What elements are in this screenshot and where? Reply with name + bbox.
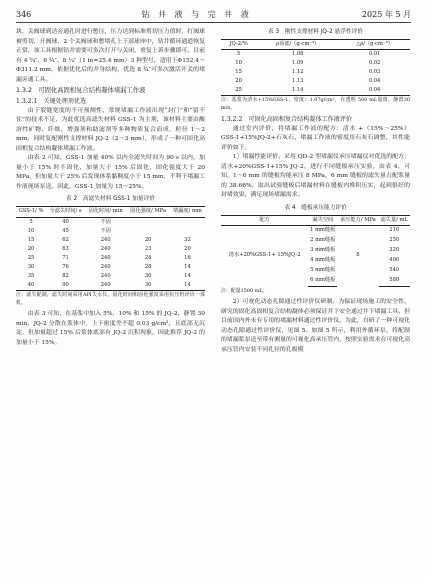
table-cell: 0.03 (368, 69, 381, 75)
header-rule (16, 22, 411, 23)
table-cell: 240 (100, 264, 111, 270)
table-row (221, 77, 410, 86)
table-cell: 240 (85, 281, 126, 291)
table-cell: 10 (27, 228, 35, 234)
table-cell: 580 (379, 276, 411, 287)
table-row (16, 218, 205, 228)
table-cell: 240 (100, 255, 111, 261)
table-cell: 1.09 (291, 60, 304, 66)
column-header: 固化强度/ MPa (126, 207, 170, 218)
table-cell: 30 (144, 273, 152, 279)
paragraph: 由表 2 可知，GSS-1 加量 40% 以内全滤失时间为 90 s 以内，加量小于 15% 时不固化，加量大于 15% 后固化，固化强度大于 20 MPa，但加量大于 25% 后发现体系黏稠度小于 15 mm，不利于堵漏工作液现场泵送。因此，GSS-1 加量为 15～25%。 (16, 155, 205, 190)
table-cell: 20 (144, 237, 152, 243)
table-row (16, 245, 205, 254)
subsection-heading: 1.3.2.2 可固化高固相复合结构凝体工作液评价 (221, 116, 353, 124)
table-row (221, 68, 410, 77)
table-cell: 90 (46, 281, 85, 291)
page-number: 346 (16, 9, 32, 19)
table-cell: 16 (184, 255, 191, 261)
table-cell: 82 (62, 273, 69, 279)
table-cell (170, 218, 205, 228)
crack-plate-table (221, 215, 410, 287)
table-caption: 表 2 高滤失材料 GSS-1 加量评价 (66, 196, 155, 202)
column-header: 配方 (221, 215, 308, 225)
table-cell (126, 218, 170, 228)
table-cell: 32 (184, 237, 191, 243)
table-header-row (221, 40, 410, 50)
table-cell: 5 mm缝板 (310, 267, 336, 274)
table-cell: 不固 (100, 219, 111, 225)
paragraph: 由表 3 可知，在基浆中加入 5%、10% 和 15% 的 JQ-2，静置 30 min，JQ-2 分散在浆体中，上下密度差不超 0.03 g/cm³，且底部无沉淀，但加量超过 15% 后浆体底部有 JQ-2 沉积现象，因此推荐 JQ-2 的加量小于 15%。 (16, 311, 205, 346)
column-header: △ρ/（g·cm⁻³） (339, 40, 410, 50)
table-row (221, 59, 410, 68)
table-cell: 0.01 (368, 51, 381, 57)
issue-date: 2025 年 5 月 (361, 9, 411, 19)
jq2-table (221, 39, 410, 96)
table-cell: 35 (27, 273, 35, 279)
table-note: 注：滤失配制，滤失时间采用API失水仪，固化时间和固化强度采用抗压机评价一体机。 (16, 292, 205, 306)
column-header: 承压能力/ MPa (337, 215, 378, 225)
column-header: GSS-1/ % (16, 207, 46, 218)
table-cell: 2 mm缝板 (310, 237, 336, 244)
table-cell: 15 (235, 69, 242, 75)
table-cell: 3 mm缝板 (310, 247, 336, 254)
table-cell: 20 (27, 246, 35, 252)
table-row (16, 272, 205, 281)
table-row (16, 227, 205, 236)
running-header (16, 8, 411, 20)
table-cell: 10 (235, 60, 242, 66)
table-row (221, 50, 410, 60)
table-cell: 25 (27, 255, 35, 261)
paragraph: 由于裂缝宽度的不可预测性，常规堵漏工作液出现“封门”和“留不住”的技术不足，为此优选高滤失材料 GSS-1 为主剂，该材料主要由酸溶性矿物、纤维、增强剂和助滤剂等多种物质复合而成，粒径 1～2 mm，同时复配刚性支撑材料 JQ-2（2～3 mm），形成了一种可固化高固相复合结构凝体堵漏工作液。 (16, 107, 205, 152)
table-cell: 5 (236, 51, 241, 57)
table-caption: 表 3 刚性支撑材料 JQ-2 悬浮性评价 (268, 29, 363, 35)
paragraph: 块，关阀球到达旁通孔时进行憋压，压力达到标准剪切压力值时，打阀球被剪切，开阀球、2 个关阀球和憋堵孔上下部球座中，钻井循环通道恢复正常，该工具根据钻井需要可多次打开与关闭，重复上诉步骤即可。目前有 4 ³⁄₄″、6 ³⁄₄″、8 ¹⁄₄″（1 in=25.4 mm）3 种型号，适用于Φ152.4～Φ311.2 mm，依据优化后的井身结构，优选 8 ¹⁄₄″可多次激活开关的堵漏旁通工具。 (16, 29, 205, 83)
table-header-row (16, 207, 205, 218)
table-cell: 0.04 (368, 78, 381, 84)
table-cell: 20 (235, 78, 242, 84)
table-cell (170, 227, 205, 236)
journal-title: 钻 井 液 与 完 井 液 (141, 9, 252, 19)
table-cell: 400 (389, 257, 400, 264)
table-row (16, 281, 205, 291)
formula-cell: 清水+20%GSS-1+ 15%JQ-2 (228, 252, 301, 259)
table-cell: 14 (184, 273, 191, 279)
table-cell: 76 (62, 264, 69, 270)
table-cell: 540 (389, 267, 400, 274)
table-row (16, 236, 205, 245)
table-cell: 63 (62, 246, 69, 252)
table-cell: 15 (27, 237, 35, 243)
table-note: 注：基浆为清水+15%GSS-1，密度：1.07g/cm³，在透明 500 mL量筒，静置30 min。 (221, 97, 410, 111)
table-cell: 240 (100, 246, 111, 252)
column-header: JQ-2/% (221, 40, 256, 50)
table-note: 注：配量1500 mL。 (221, 287, 268, 294)
table-cell: 1.12 (291, 69, 304, 75)
table-cell (126, 227, 170, 236)
table-cell: 240 (100, 273, 111, 279)
column-header: ρ顶部/（g·cm⁻³） (256, 40, 339, 50)
table-cell: 320 (389, 247, 400, 254)
column-header: 滤失量/ mL (379, 215, 411, 225)
table-row (221, 225, 410, 236)
table-row (16, 254, 205, 263)
table-cell: 24 (144, 255, 152, 261)
table-cell: 62 (62, 237, 69, 243)
table-cell: 1.08 (291, 51, 304, 57)
paragraph: 1）堵漏性能评价。采用 QD-2 型堵漏仪承压堵漏仪对优选的配方：清水+20%GSS-1+15% JQ-2，进行不同缝板承压实验，由表 4，可知，1～6 mm 的缝板均能承压 8 MPa，6 mm 缝板的滤失量占配浆量的 38.66%，取出试验缝板后堵漏材料在缝板内堆积压实，起到很好的封堵效果，满足现场堵漏需求。 (221, 154, 410, 199)
table-cell: 14 (170, 281, 205, 291)
paragraph: 通过室内评价，将堵漏工作液的配方：清水 +（15%～25%）GSS-1+15%JQ-2+石灰石，堵漏工作液的密度用石灰石调整，其性能评价如下。 (221, 125, 410, 151)
column-header: 固化时间/ min (85, 207, 126, 218)
table-cell: 210 (389, 227, 400, 234)
column-header: 漏失空间 (308, 215, 337, 225)
column-header: 堵漏度/ mm (170, 207, 205, 218)
table-cell: 14 (184, 264, 191, 270)
table-cell: 28 (144, 264, 152, 270)
table-header-row (221, 215, 410, 225)
table-row (221, 86, 410, 96)
gss1-table (16, 206, 205, 291)
subsection-heading: 1.3.2.1 关键处理剂优选 (16, 98, 87, 105)
table-cell: 71 (62, 255, 69, 261)
right-column (221, 28, 410, 355)
table-cell: 不固 (100, 228, 111, 234)
table-cell: 240 (100, 237, 111, 243)
left-column (16, 28, 205, 348)
table-cell: 6 mm缝板 (308, 276, 337, 287)
table-cell: 4 mm缝板 (310, 257, 336, 264)
table-caption: 表 4 缝板承压能力评价 (284, 204, 347, 211)
table-cell: 45 (62, 228, 69, 234)
table-cell: 20 (184, 246, 191, 252)
paragraph: 2）可视化动态孔隙通过性评价仪研制。为保证现场施工的安全性，研究的固化高固相复合结构凝体必须保证井下安全通过井下堵漏工具，但目前国内外未有专用的堵漏材料通过性评价仪，为此，自研了一种可视化动态孔隙通过性评价仪，见图 5。如图 5 所示，利用外循环泵，将配制的堵漏浆泵送至带有测量的可视化高承压管内，按照实验需求在可视化高承压管内安装不同孔径的孔板模 (221, 299, 410, 353)
table-cell: 40 (16, 281, 46, 291)
table-cell: 23 (144, 246, 152, 252)
table-cell: 5 (29, 219, 33, 225)
table-cell: 0.04 (339, 86, 410, 96)
table-cell: 0.02 (368, 60, 381, 66)
table-cell: 25 (221, 86, 256, 96)
table-cell: 40 (62, 219, 69, 225)
table-cell: 30 (126, 281, 170, 291)
table-cell: 250 (389, 237, 400, 244)
table-cell: 30 (27, 264, 35, 270)
table-cell: 1 mm缝板 (310, 227, 336, 234)
table-cell: 1.13 (291, 78, 304, 84)
pressure-cell: 8 (356, 252, 360, 259)
table-cell: 1.14 (256, 86, 339, 96)
table-row (16, 263, 205, 272)
column-header: 全滤失时间/ s (46, 207, 85, 218)
section-heading: 1.3.2 可固化高固相复合结构凝体堵漏工作液 (16, 87, 146, 94)
